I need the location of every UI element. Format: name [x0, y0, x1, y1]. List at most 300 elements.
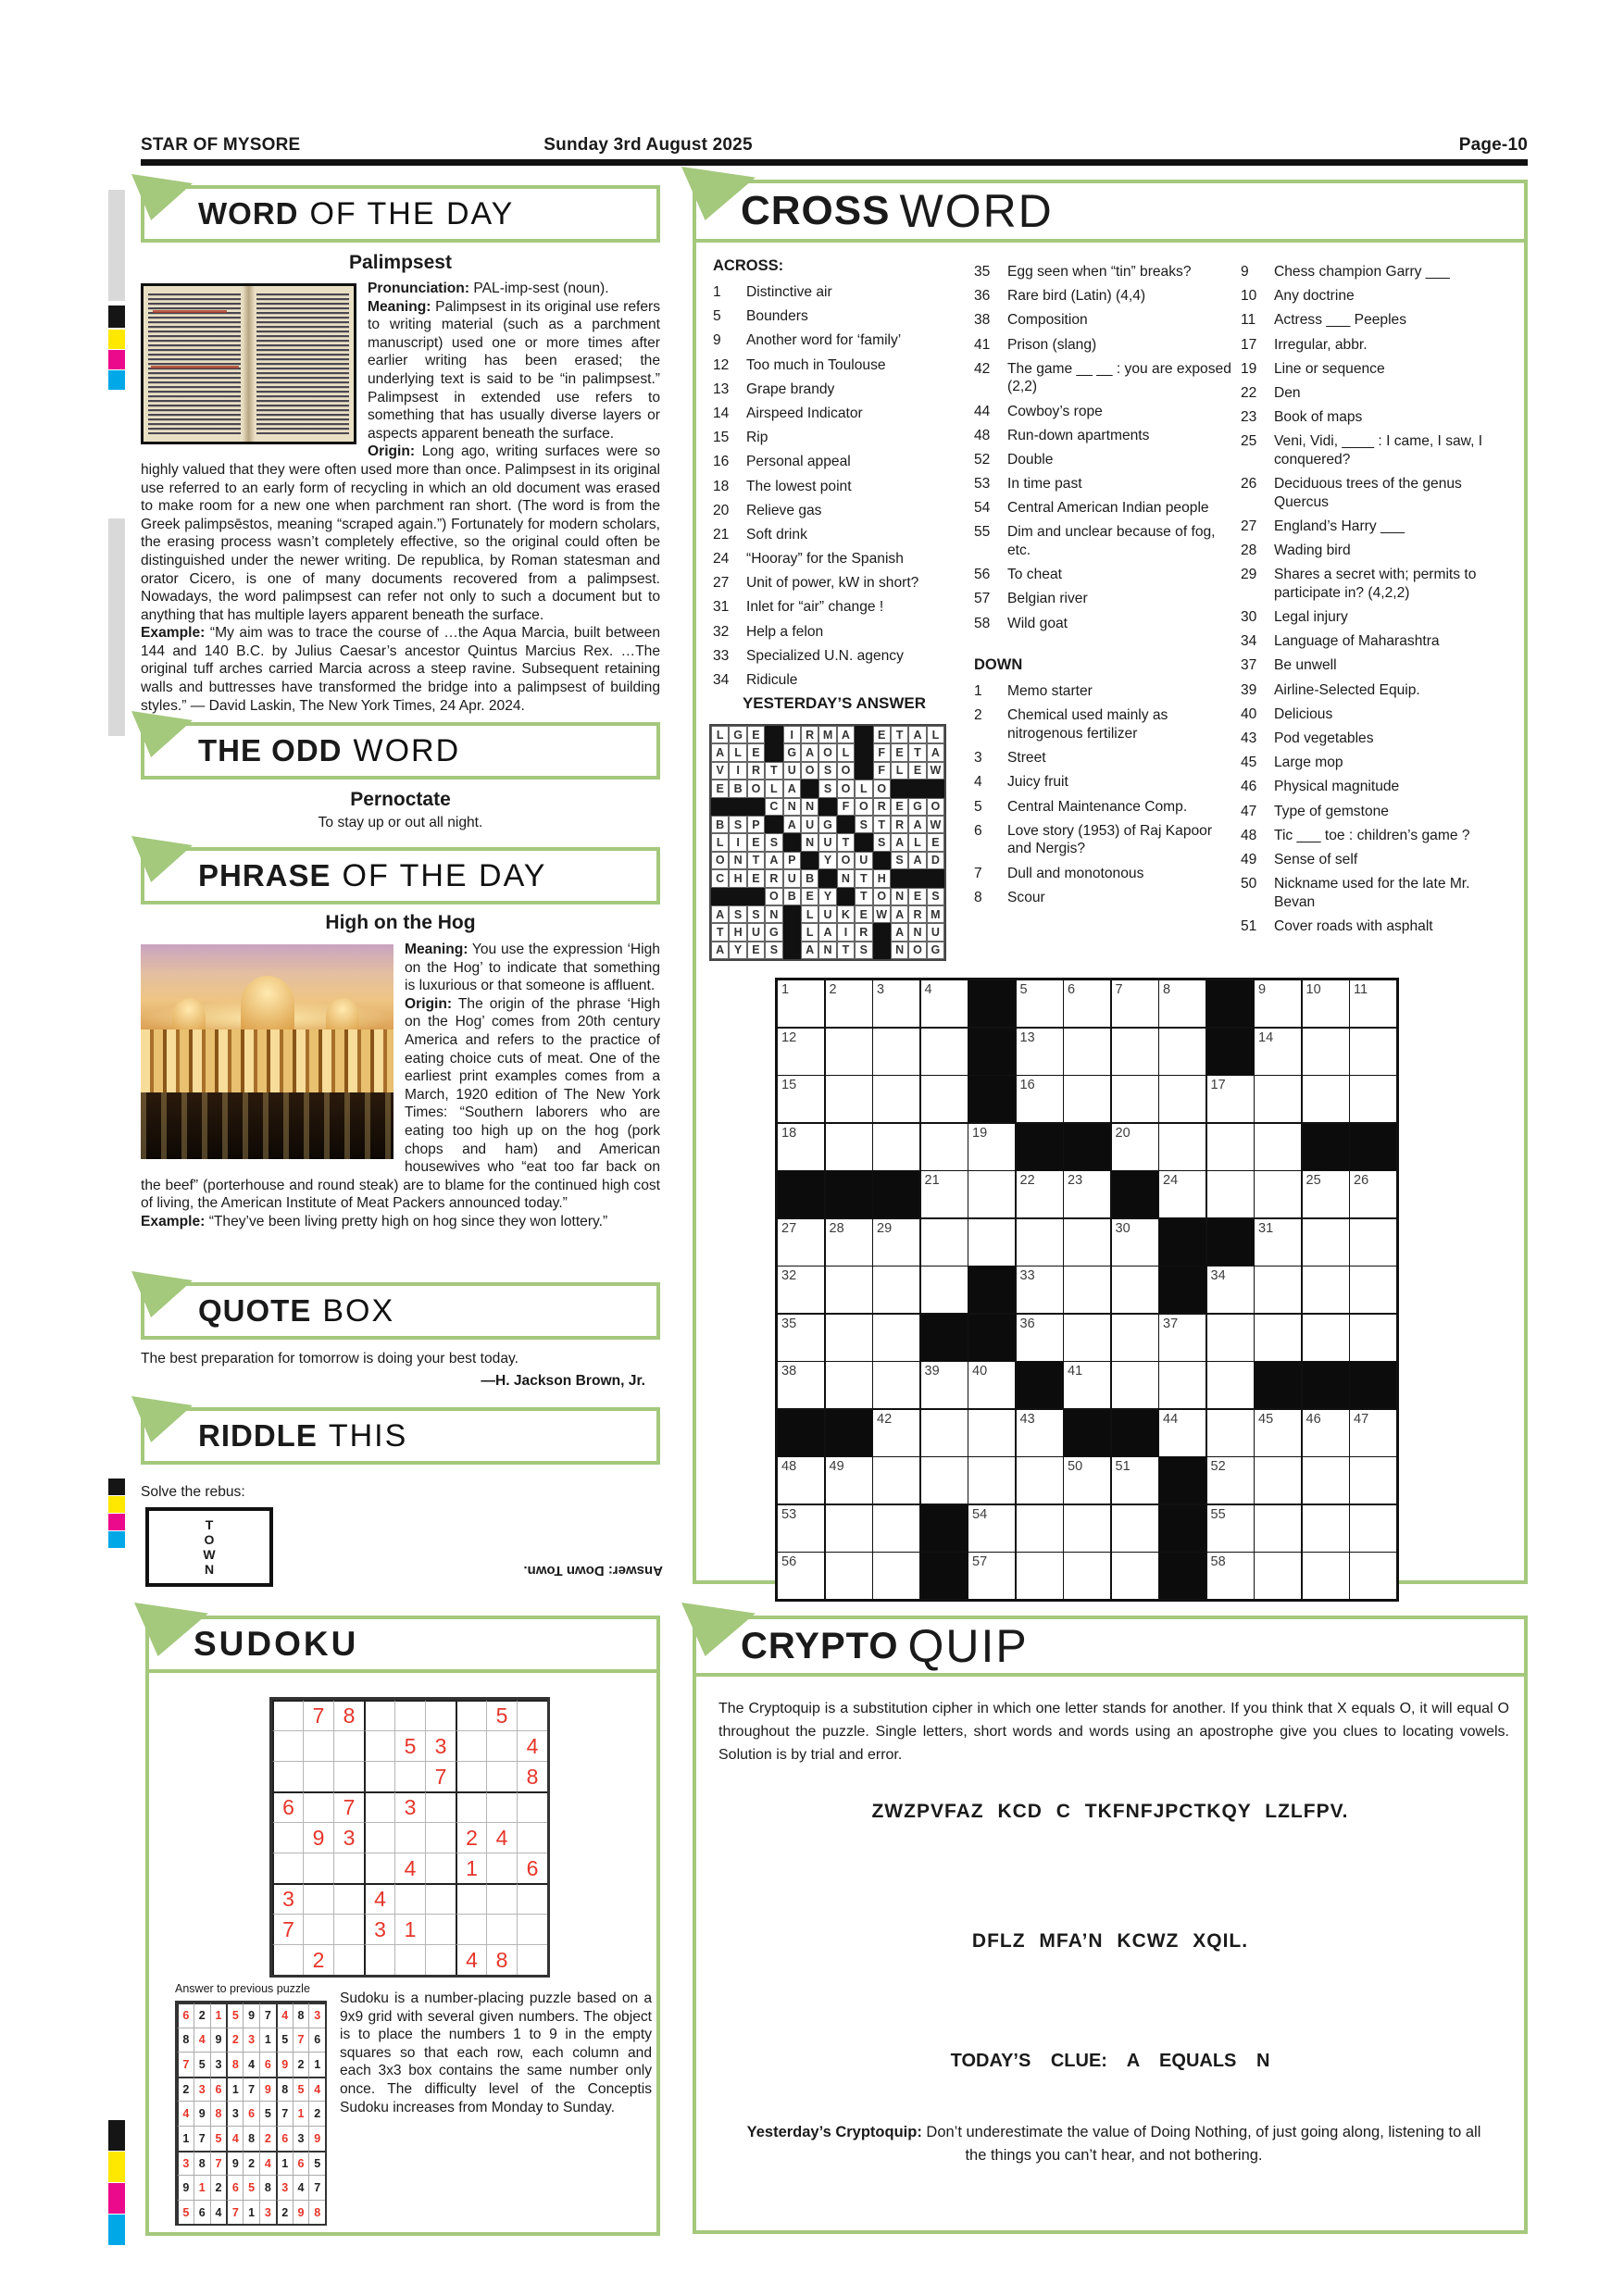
crossword-cell[interactable] [1159, 1076, 1206, 1122]
crossword-cell[interactable] [1112, 1267, 1158, 1313]
crossword-cell[interactable] [778, 980, 824, 1027]
sudoku-empty-cell[interactable] [456, 1730, 486, 1761]
sudoku-empty-cell[interactable] [425, 1822, 456, 1853]
crossword-cell[interactable] [968, 1410, 1015, 1456]
across-clue-1: 1 Distinctive air [713, 284, 832, 300]
crossword-cell[interactable] [778, 1124, 824, 1170]
across-label: ACROSS: [713, 257, 784, 274]
crossword-cell[interactable] [1064, 1219, 1110, 1266]
crossword-cell[interactable] [1350, 1553, 1396, 1599]
crossword-cell[interactable] [873, 1267, 919, 1313]
crossword-cell[interactable] [1303, 1553, 1349, 1599]
crossword-cell[interactable] [1064, 1315, 1110, 1361]
riddle-answer-upside-down: Answer: Down Town. [523, 1563, 663, 1578]
crossword-cell[interactable] [1303, 1029, 1349, 1075]
answer-block-cell [801, 780, 818, 797]
sudoku-empty-cell[interactable] [394, 1700, 425, 1730]
section-title-light: BOX [322, 1292, 395, 1329]
sudoku-empty-cell[interactable] [456, 1791, 486, 1822]
sudoku-answer-cell: 9 [210, 2028, 227, 2053]
crossword-cell[interactable] [1303, 1457, 1349, 1504]
answer-letter-cell: T [908, 743, 926, 761]
crossword-cell[interactable] [1350, 1410, 1396, 1456]
crossword-cell[interactable] [826, 1553, 872, 1599]
sudoku-empty-cell[interactable] [303, 1853, 333, 1883]
answer-block-cell [729, 798, 746, 816]
crossword-cell[interactable] [1112, 1553, 1158, 1599]
sudoku-empty-cell[interactable] [456, 1914, 486, 1944]
crossword-cell[interactable] [968, 1362, 1015, 1408]
crossword-cell[interactable] [873, 1219, 919, 1266]
crossword-cell[interactable] [1064, 1505, 1110, 1552]
crossword-cell[interactable] [1350, 1315, 1396, 1361]
crossword-cell[interactable] [1159, 1362, 1206, 1408]
crossword-cell[interactable] [873, 1076, 919, 1122]
crossword-cell[interactable] [1017, 980, 1063, 1027]
crossword-cell[interactable] [921, 1171, 968, 1217]
crossword-cell[interactable] [921, 1410, 968, 1456]
crossword-cell[interactable] [1207, 1076, 1254, 1122]
answer-letter-cell: U [783, 869, 801, 887]
crossword-cell[interactable] [1159, 1124, 1206, 1170]
crossword-cell[interactable] [1207, 1457, 1254, 1504]
sudoku-empty-cell[interactable] [333, 1730, 364, 1761]
crossword-cell[interactable] [1064, 1267, 1110, 1313]
crossword-cell[interactable] [778, 1457, 824, 1504]
crossword-cell[interactable] [826, 1362, 872, 1408]
crossword-cell[interactable] [1112, 1457, 1158, 1504]
crossword-cell[interactable] [1159, 1315, 1206, 1361]
sudoku-empty-cell[interactable] [364, 1761, 394, 1791]
sudoku-empty-cell[interactable] [486, 1761, 517, 1791]
crossword-cell[interactable] [1255, 1553, 1301, 1599]
sudoku-empty-cell[interactable] [303, 1791, 333, 1822]
sudoku-empty-cell[interactable] [272, 1730, 303, 1761]
sudoku-empty-cell[interactable] [517, 1791, 547, 1822]
rebus-letter: N [204, 1562, 215, 1577]
sudoku-answer-cell: 6 [259, 2052, 276, 2077]
sudoku-answer-cell: 8 [293, 2003, 309, 2028]
crossword-block-cell [1112, 1410, 1158, 1456]
crossword-cell[interactable] [826, 1267, 872, 1313]
sudoku-empty-cell[interactable] [486, 1791, 517, 1822]
crossword-cell[interactable] [921, 1124, 968, 1170]
crossword-cell[interactable] [1350, 1076, 1396, 1122]
crossword-cell[interactable] [1017, 1553, 1063, 1599]
sudoku-given-cell: 8 [333, 1700, 364, 1730]
crossword-cell[interactable] [1350, 1457, 1396, 1504]
crossword-cell[interactable] [968, 1457, 1015, 1504]
sudoku-empty-cell[interactable] [364, 1730, 394, 1761]
crossword-cell[interactable] [1112, 1505, 1158, 1552]
crossword-cell[interactable] [1159, 980, 1206, 1027]
crossword-cell[interactable] [778, 1315, 824, 1361]
palace-image [141, 944, 394, 1159]
clue-number: 11 [1354, 982, 1368, 997]
crossword-cell[interactable] [921, 980, 968, 1027]
sudoku-empty-cell[interactable] [364, 1791, 394, 1822]
sudoku-answer-cell: 3 [276, 2175, 293, 2200]
crossword-cell[interactable] [921, 1457, 968, 1504]
answer-block-cell [908, 869, 926, 887]
crossword-cell[interactable] [1350, 980, 1396, 1027]
sudoku-empty-cell[interactable] [486, 1883, 517, 1914]
crossword-cell[interactable] [1207, 1362, 1254, 1408]
crossword-cell[interactable] [778, 1076, 824, 1122]
across-clue-55: 55 Dim and unclear because of fog, etc. [974, 524, 1216, 559]
section-title-bold: CROSS [741, 188, 891, 233]
clue-number: 43 [1019, 1411, 1035, 1427]
sudoku-empty-cell[interactable] [364, 1700, 394, 1730]
sudoku-empty-cell[interactable] [517, 1822, 547, 1853]
crossword-cell[interactable] [873, 1553, 919, 1599]
crossword-cell[interactable] [1255, 1076, 1301, 1122]
crossword-cell[interactable] [1255, 1267, 1301, 1313]
answer-letter-cell: O [855, 798, 872, 816]
crossword-cell[interactable] [1064, 1362, 1110, 1408]
sudoku-empty-cell[interactable] [303, 1761, 333, 1791]
crossword-cell[interactable] [826, 1315, 872, 1361]
crossword-cell[interactable] [778, 1267, 824, 1313]
sudoku-empty-cell[interactable] [272, 1853, 303, 1883]
down-clue-26: 26 Deciduous trees of the genus Quercus [1241, 476, 1462, 510]
sudoku-empty-cell[interactable] [303, 1883, 333, 1914]
answer-letter-cell: A [908, 816, 926, 833]
answer-block-cell [855, 743, 872, 761]
sudoku-empty-cell[interactable] [303, 1914, 333, 1944]
crossword-cell[interactable] [1303, 1267, 1349, 1313]
answer-letter-cell: L [855, 780, 872, 797]
crossword-cell[interactable] [1159, 1029, 1206, 1075]
crossword-cell[interactable] [1350, 1171, 1396, 1217]
crossword-cell[interactable] [1017, 1267, 1063, 1313]
down-clue-5: 5 Central Maintenance Comp. [974, 798, 1188, 815]
answer-block-cell [783, 942, 801, 959]
crossword-cell[interactable] [1112, 980, 1158, 1027]
sudoku-empty-cell[interactable] [394, 1883, 425, 1914]
palace-dome [241, 976, 294, 1033]
cryptoquip-intro: The Cryptoquip is a substitution cipher in which one letter stands for another. If you think that X equals O, it will equal O throughout the puzzle. Single letters, short words and words using an apostrophe give you clues to locating vowels. Solution is by trial and error. [718, 1701, 1509, 1763]
crossword-cell[interactable] [1255, 1219, 1301, 1266]
across-clue-57: 57 Belgian river [974, 591, 1088, 607]
crossword-cell[interactable] [826, 1029, 872, 1075]
crossword-cell[interactable] [826, 1219, 872, 1266]
page-number: Page-10 [1458, 135, 1528, 155]
answer-letter-cell: N [818, 942, 836, 959]
sudoku-answer-cell: 3 [177, 2151, 194, 2176]
across-clue-42: 42 The game __ __ : you are exposed (2,2) [974, 360, 1231, 395]
crossword-cell[interactable] [921, 1362, 968, 1408]
crossword-cell[interactable] [1112, 1362, 1158, 1408]
crossword-cell[interactable] [1017, 1029, 1063, 1075]
sudoku-empty-cell[interactable] [425, 1914, 456, 1944]
crossword-cell[interactable] [1255, 1315, 1301, 1361]
sudoku-empty-cell[interactable] [333, 1853, 364, 1883]
rebus-letter: T [205, 1517, 214, 1532]
crossword-cell[interactable] [1207, 1124, 1254, 1170]
clue-number: 1 [781, 982, 790, 997]
crossword-cell[interactable] [1159, 1171, 1206, 1217]
answer-letter-cell: G [818, 816, 836, 833]
crossword-cell[interactable] [968, 1124, 1015, 1170]
crossword-cell[interactable] [778, 1553, 824, 1599]
sudoku-empty-cell[interactable] [333, 1944, 364, 1975]
sudoku-answer-cell: 7 [243, 2077, 259, 2102]
answer-letter-cell: E [747, 833, 765, 851]
answer-letter-cell: T [765, 762, 782, 780]
crossword-cell[interactable] [778, 1505, 824, 1552]
answer-letter-cell: I [729, 833, 746, 851]
sudoku-empty-cell[interactable] [333, 1761, 364, 1791]
sudoku-answer-cell: 4 [177, 2101, 194, 2126]
answer-letter-cell: Y [818, 888, 836, 905]
sudoku-empty-cell[interactable] [517, 1914, 547, 1944]
answer-block-cell [855, 833, 872, 851]
crossword-cell[interactable] [873, 1457, 919, 1504]
crossword-cell[interactable] [1064, 1029, 1110, 1075]
crossword-cell[interactable] [921, 1267, 968, 1313]
crossword-cell[interactable] [968, 1171, 1015, 1217]
crossword-cell[interactable] [873, 1362, 919, 1408]
crossword-cell[interactable] [1017, 1219, 1063, 1266]
sudoku-empty-cell[interactable] [486, 1853, 517, 1883]
sudoku-answer-cell: 2 [276, 2200, 293, 2225]
sudoku-empty-cell[interactable] [272, 1944, 303, 1975]
answer-letter-cell: M [818, 726, 836, 743]
sudoku-empty-cell[interactable] [333, 1883, 364, 1914]
answer-block-cell [729, 888, 746, 905]
crossword-cell[interactable] [873, 980, 919, 1027]
crossword-cell[interactable] [1112, 1076, 1158, 1122]
crossword-cell[interactable] [1207, 1505, 1254, 1552]
sudoku-empty-cell[interactable] [486, 1914, 517, 1944]
sudoku-answer-cell: 4 [210, 2200, 227, 2225]
crossword-cell[interactable] [1017, 1410, 1063, 1456]
crossword-cell[interactable] [1303, 1410, 1349, 1456]
crossword-cell[interactable] [1255, 1171, 1301, 1217]
sudoku-empty-cell[interactable] [425, 1944, 456, 1975]
crossword-cell[interactable] [1207, 1553, 1254, 1599]
section-title-light: OF THE DAY [342, 857, 547, 893]
crossword-cell[interactable] [873, 1505, 919, 1552]
section-header-riddle-this [141, 1407, 660, 1465]
crossword-cell[interactable] [1112, 1124, 1158, 1170]
down-clue-49: 49 Sense of self [1241, 851, 1358, 867]
sudoku-answer-cell: 4 [226, 2126, 243, 2151]
crossword-cell[interactable] [1064, 980, 1110, 1027]
crossword-cell[interactable] [1255, 1029, 1301, 1075]
sudoku-given-cell: 4 [364, 1883, 394, 1914]
crossword-cell[interactable] [1159, 1410, 1206, 1456]
clue-number: 21 [924, 1173, 940, 1188]
sudoku-answer-cell: 3 [293, 2126, 309, 2151]
crossword-cell[interactable] [1303, 1076, 1349, 1122]
crossword-cell[interactable] [1255, 1505, 1301, 1552]
crossword-cell[interactable] [1350, 1029, 1396, 1075]
sudoku-empty-cell[interactable] [394, 1761, 425, 1791]
sudoku-empty-cell[interactable] [394, 1944, 425, 1975]
crossword-cell[interactable] [921, 1219, 968, 1266]
sudoku-answer-cell: 7 [259, 2003, 276, 2028]
crossword-cell[interactable] [778, 1362, 824, 1408]
down-clues-column [1241, 263, 1515, 942]
crossword-block-cell [873, 1171, 919, 1217]
crossword-cell[interactable] [1255, 1124, 1301, 1170]
sudoku-answer-cell: 7 [210, 2151, 227, 2176]
crossword-cell[interactable] [1350, 1219, 1396, 1266]
crossword-cell[interactable] [1207, 1410, 1254, 1456]
crossword-cell[interactable] [873, 1029, 919, 1075]
sudoku-given-cell: 4 [486, 1822, 517, 1853]
crossword-cell[interactable] [873, 1410, 919, 1456]
sudoku-empty-cell[interactable] [364, 1944, 394, 1975]
crossword-cell[interactable] [1303, 1315, 1349, 1361]
sudoku-answer-cell: 5 [210, 2126, 227, 2151]
answer-letter-cell: S [855, 816, 872, 833]
sudoku-answer-cell: 5 [243, 2175, 259, 2200]
answer-letter-cell: A [891, 923, 908, 941]
sudoku-empty-cell[interactable] [517, 1883, 547, 1914]
answer-block-cell [873, 852, 891, 869]
crossword-cell[interactable] [1017, 1171, 1063, 1217]
clue-number: 48 [781, 1459, 797, 1474]
phrase-content [141, 912, 660, 1231]
phrase-example: Example: “They’ve been living pretty high on hog since they won lottery.” [141, 1213, 608, 1229]
answer-letter-cell: F [837, 798, 855, 816]
crossword-cell[interactable] [1255, 1410, 1301, 1456]
crossword-cell[interactable] [1017, 1457, 1063, 1504]
answer-letter-cell: A [891, 833, 908, 851]
crossword-cell[interactable] [873, 1315, 919, 1361]
crossword-cell[interactable] [1112, 1315, 1158, 1361]
sudoku-answer-cell: 4 [308, 2077, 325, 2102]
sudoku-answer-cell: 1 [259, 2028, 276, 2053]
crossword-cell[interactable] [1064, 1076, 1110, 1122]
crossword-cell[interactable] [1017, 1076, 1063, 1122]
answer-letter-cell: A [711, 905, 729, 923]
crossword-cell[interactable] [968, 1219, 1015, 1266]
sudoku-empty-cell[interactable] [517, 1700, 547, 1730]
sudoku-empty-cell[interactable] [456, 1761, 486, 1791]
crossword-cell[interactable] [1303, 1505, 1349, 1552]
answer-letter-cell: S [765, 833, 782, 851]
crossword-cell[interactable] [826, 1124, 872, 1170]
sudoku-empty-cell[interactable] [486, 1730, 517, 1761]
crossword-cell[interactable] [826, 980, 872, 1027]
sudoku-empty-cell[interactable] [456, 1883, 486, 1914]
sudoku-given-cell: 4 [456, 1944, 486, 1975]
crossword-cell[interactable] [1207, 1171, 1254, 1217]
manuscript-gutter [243, 286, 256, 442]
sudoku-empty-cell[interactable] [425, 1700, 456, 1730]
crossword-cell[interactable] [968, 1505, 1015, 1552]
answer-block-cell [891, 869, 908, 887]
answer-letter-cell: N [801, 833, 818, 851]
sudoku-empty-cell[interactable] [425, 1791, 456, 1822]
sudoku-empty-cell[interactable] [425, 1883, 456, 1914]
crossword-cell[interactable] [873, 1124, 919, 1170]
answer-block-cell [818, 869, 836, 887]
sudoku-empty-cell[interactable] [364, 1822, 394, 1853]
crossword-cell[interactable] [1350, 1267, 1396, 1313]
crossword-cell[interactable] [778, 1029, 824, 1075]
sudoku-answer-cell: 3 [226, 2101, 243, 2126]
across-clue-32: 32 Help a felon [713, 623, 824, 640]
answer-letter-cell: G [729, 726, 746, 743]
sudoku-empty-cell[interactable] [272, 1761, 303, 1791]
sudoku-answer-cell: 8 [210, 2101, 227, 2126]
crossword-block-cell [1207, 1029, 1254, 1075]
crossword-cell[interactable] [1017, 1315, 1063, 1361]
sudoku-empty-cell[interactable] [425, 1853, 456, 1883]
answer-letter-cell: U [818, 833, 836, 851]
sudoku-empty-cell[interactable] [303, 1730, 333, 1761]
answer-letter-cell: R [747, 762, 765, 780]
sudoku-empty-cell[interactable] [272, 1700, 303, 1730]
answer-letter-cell: Y [729, 942, 746, 959]
crossword-cell[interactable] [921, 1029, 968, 1075]
sudoku-answer-cell: 8 [177, 2028, 194, 2053]
crossword-cell[interactable] [968, 1553, 1015, 1599]
sudoku-answer-cell: 9 [293, 2200, 309, 2225]
crossword-cell[interactable] [1350, 1505, 1396, 1552]
crossword-cell[interactable] [921, 1076, 968, 1122]
answer-letter-cell: S [818, 762, 836, 780]
crossword-cell[interactable] [1255, 980, 1301, 1027]
answer-letter-cell: G [908, 798, 926, 816]
answer-letter-cell: S [729, 905, 746, 923]
sudoku-answer-cell: 1 [243, 2200, 259, 2225]
crossword-block-cell [921, 1505, 968, 1552]
crossword-cell[interactable] [1064, 1457, 1110, 1504]
crossword-cell[interactable] [1303, 1219, 1349, 1266]
sudoku-given-cell: 3 [394, 1791, 425, 1822]
crossword-cell[interactable] [1064, 1553, 1110, 1599]
crossword-cell[interactable] [1112, 1029, 1158, 1075]
sudoku-empty-cell[interactable] [517, 1944, 547, 1975]
crossword-cell[interactable] [1064, 1171, 1110, 1217]
crossword-cell[interactable] [1017, 1505, 1063, 1552]
sudoku-empty-cell[interactable] [394, 1822, 425, 1853]
crossword-cell[interactable] [826, 1457, 872, 1504]
clue-number: 26 [1354, 1173, 1369, 1188]
crossword-cell[interactable] [1207, 1315, 1254, 1361]
sudoku-answer-cell: 9 [259, 2077, 276, 2102]
crossword-block-cell [826, 1171, 872, 1217]
crossword-cell[interactable] [1255, 1457, 1301, 1504]
crossword-cell[interactable] [1303, 980, 1349, 1027]
answer-letter-cell: T [837, 833, 855, 851]
clue-number: 37 [1163, 1316, 1179, 1331]
answer-letter-cell: B [711, 816, 729, 833]
crossword-cell[interactable] [826, 1505, 872, 1552]
crossword-cell[interactable] [1112, 1219, 1158, 1266]
sudoku-empty-cell[interactable] [456, 1700, 486, 1730]
sudoku-empty-cell[interactable] [272, 1822, 303, 1853]
sudoku-empty-cell[interactable] [333, 1914, 364, 1944]
crossword-cell[interactable] [778, 1219, 824, 1266]
answer-letter-cell: T [855, 888, 872, 905]
crossword-cell[interactable] [1207, 1267, 1254, 1313]
crossword-cell[interactable] [1303, 1171, 1349, 1217]
sudoku-given-cell: 3 [333, 1822, 364, 1853]
sudoku-answer-cell: 4 [243, 2052, 259, 2077]
sudoku-empty-cell[interactable] [364, 1853, 394, 1883]
sudoku-given-cell: 5 [486, 1700, 517, 1730]
down-clue-25: 25 Veni, Vidi, ____ : I came, I saw, I conquered? [1241, 433, 1483, 468]
crossword-cell[interactable] [826, 1076, 872, 1122]
sudoku-given-cell: 2 [303, 1944, 333, 1975]
